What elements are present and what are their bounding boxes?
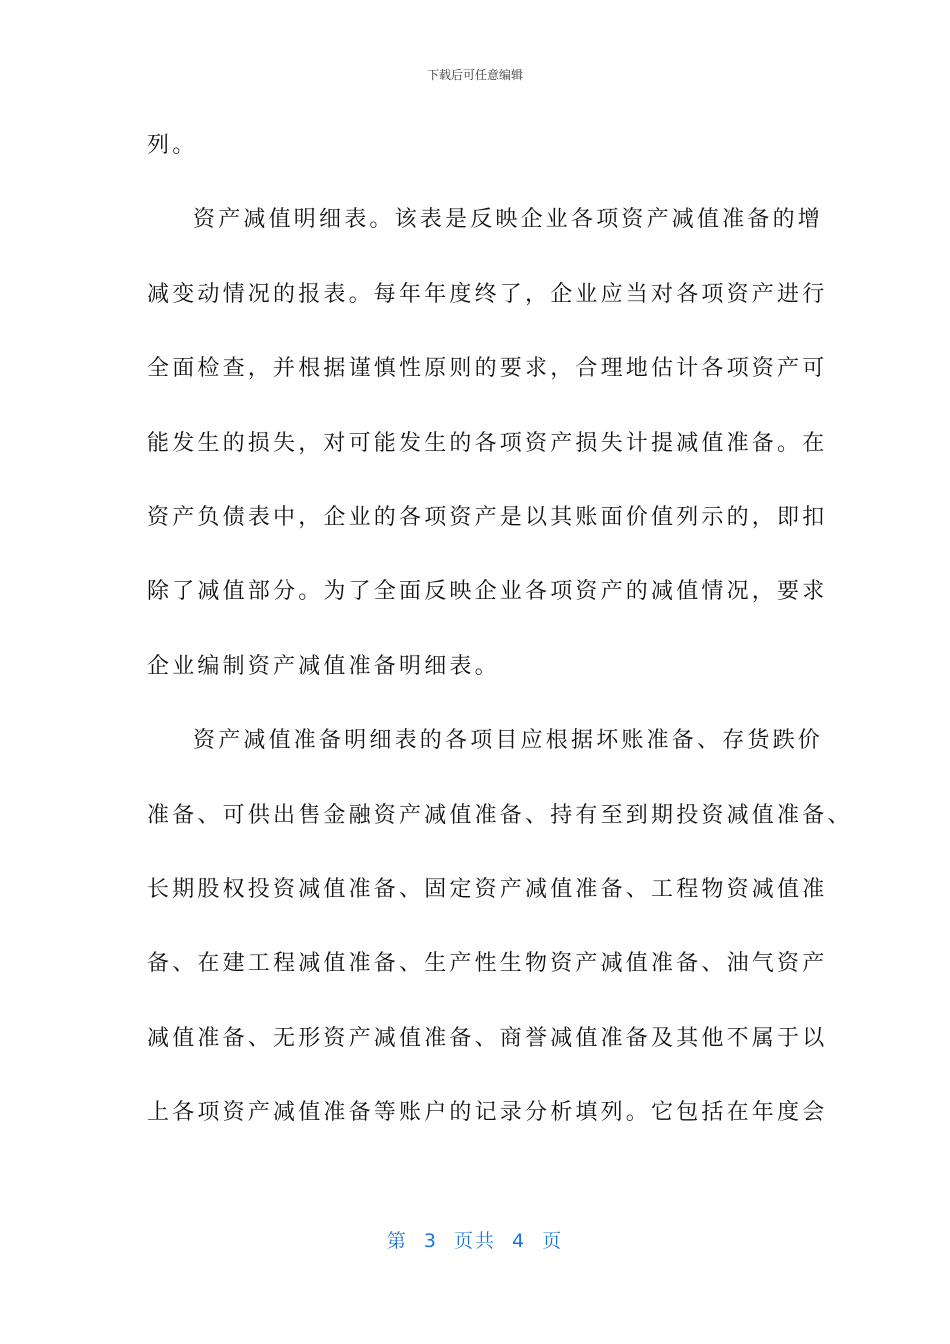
- text-line: 减变动情况的报表。每年年度终了，企业应当对各项资产进行: [147, 281, 828, 307]
- text-line: 企业编制资产减值准备明细表。: [147, 653, 500, 679]
- document-body: [147, 118, 853, 1159]
- text-line: 上各项资产减值准备等账户的记录分析填列。它包括在年度会: [147, 1100, 828, 1126]
- text-line: 全面检查，并根据谨慎性原则的要求，合理地估计各项资产可: [147, 356, 828, 382]
- text-line: 资产负债表中，企业的各项资产是以其账面价值列示的，即扣: [147, 504, 828, 530]
- text-line: 准备、可供出售金融资产减值准备、持有至到期投资减值准备、: [147, 802, 853, 828]
- paragraph-first-line: 资产减值准备明细表的各项目应根据坏账准备、存货跌价: [193, 728, 824, 754]
- page-header: 下载后可任意编辑: [426, 68, 523, 82]
- text-line: 长期股权投资减值准备、固定资产减值准备、工程物资减值准: [147, 876, 828, 902]
- text-line: 除了减值部分。为了全面反映企业各项资产的减值情况，要求: [147, 579, 828, 605]
- paragraph-first-line: 资产减值明细表。该表是反映企业各项资产减值准备的增: [193, 207, 824, 233]
- page-footer-page-number: 第 3 页共 4 页: [386, 1230, 564, 1252]
- text-line: 能发生的损失，对可能发生的各项资产损失计提减值准备。在: [147, 430, 828, 456]
- text-line: 列。: [147, 133, 198, 158]
- text-line: 减值准备、无形资产减值准备、商誉减值准备及其他不属于以: [147, 1025, 828, 1051]
- text-line: 备、在建工程减值准备、生产性生物资产减值准备、油气资产: [147, 951, 828, 977]
